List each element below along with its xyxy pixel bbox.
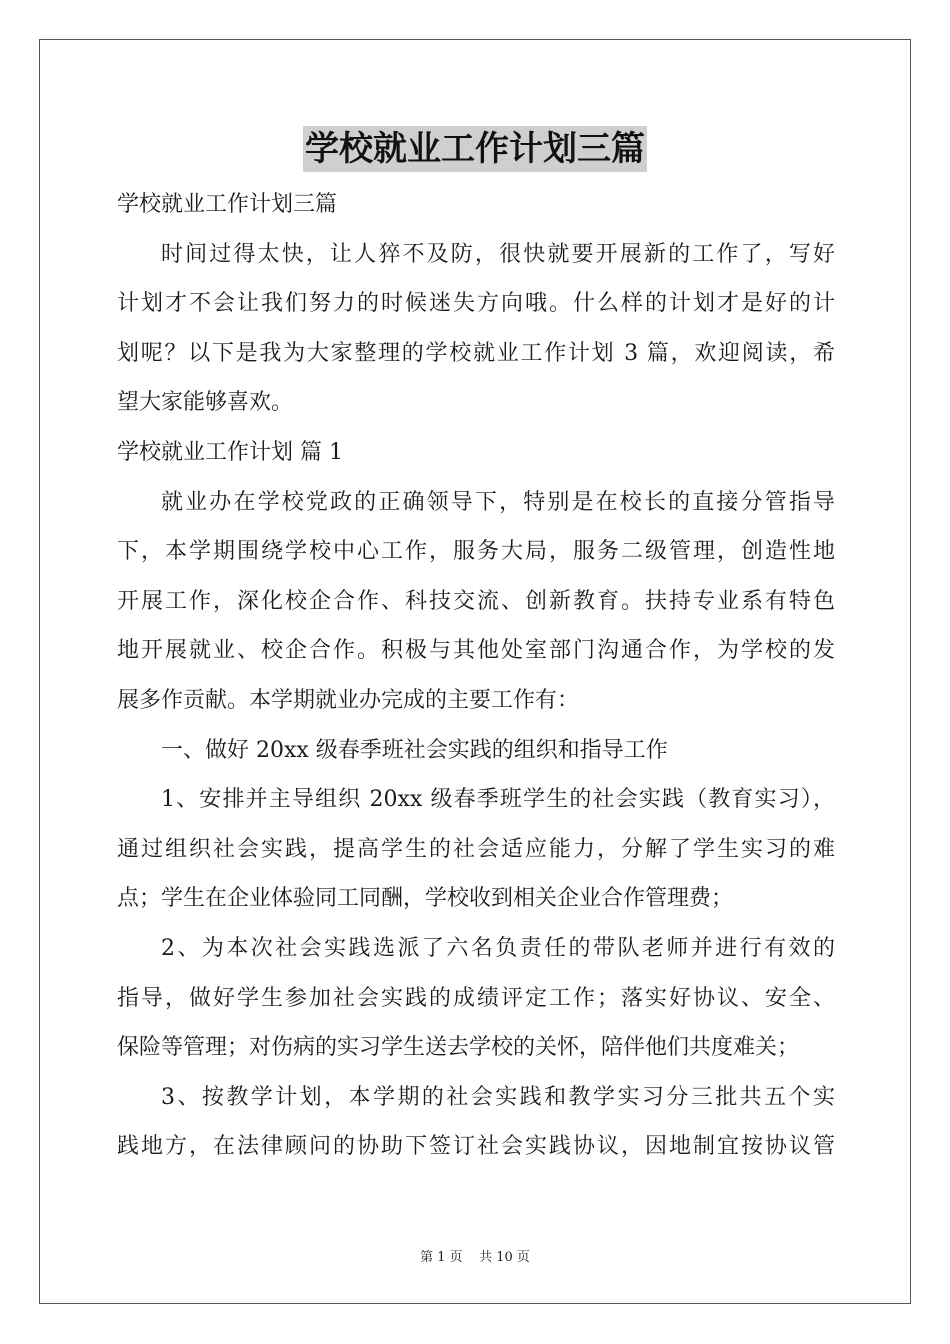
section-heading: 学校就业工作计划 篇 1 [117, 439, 343, 465]
paragraph-line: 下，本学期围绕学校中心工作，服务大局，服务二级管理，创造性地 [117, 539, 835, 565]
paragraph-line: 点；学生在企业体验同工同酬，学校收到相关企业合作管理费； [117, 886, 734, 912]
paragraph-line: 通过组织社会实践，提高学生的社会适应能力，分解了学生实习的难 [117, 836, 835, 862]
page-number-footer: 第 1 页 共 10 页 [420, 1250, 530, 1265]
subtitle-line: 学校就业工作计划三篇 [117, 192, 338, 217]
paragraph-line: 保险等管理；对伤病的实习学生送去学校的关怀，陪伴他们共度难关； [117, 1035, 800, 1061]
paragraph-line: 指导，做好学生参加社会实践的成绩评定工作；落实好协议、安全、 [117, 985, 835, 1011]
paragraph-line: 地开展就业、校企合作。积极与其他处室部门沟通合作，为学校的发 [117, 638, 835, 664]
paragraph-line: 就业办在学校党政的正确领导下，特别是在校长的直接分管指导 [161, 489, 835, 515]
paragraph-line: 望大家能够喜欢。 [117, 390, 294, 416]
paragraph-line: 3、按教学计划，本学期的社会实践和教学实习分三批共五个实 [161, 1084, 835, 1110]
document-title: 学校就业工作计划三篇 [303, 126, 647, 172]
paragraph-line: 1、安排并主导组织 20xx 级春季班学生的社会实践（教育实习）， [161, 787, 835, 813]
list-heading: 一、做好 20xx 级春季班社会实践的组织和指导工作 [161, 737, 668, 763]
paragraph-line: 时间过得太快，让人猝不及防，很快就要开展新的工作了，写好 [161, 241, 835, 267]
paragraph-line: 展多作贡献。本学期就业办完成的主要工作有： [117, 687, 580, 713]
paragraph-line: 2、为本次社会实践选派了六名负责任的带队老师并进行有效的 [161, 935, 835, 961]
document-body [117, 180, 835, 1172]
paragraph-line: 划呢？以下是我为大家整理的学校就业工作计划 3 篇，欢迎阅读，希 [117, 340, 835, 366]
title-container [0, 126, 950, 172]
paragraph-line: 践地方，在法律顾问的协助下签订社会实践协议，因地制宜按协议管 [117, 1134, 835, 1160]
paragraph-line: 计划才不会让我们努力的时候迷失方向哦。什么样的计划才是好的计 [117, 291, 835, 317]
paragraph-line: 开展工作，深化校企合作、科技交流、创新教育。扶持专业系有特色 [117, 588, 835, 614]
